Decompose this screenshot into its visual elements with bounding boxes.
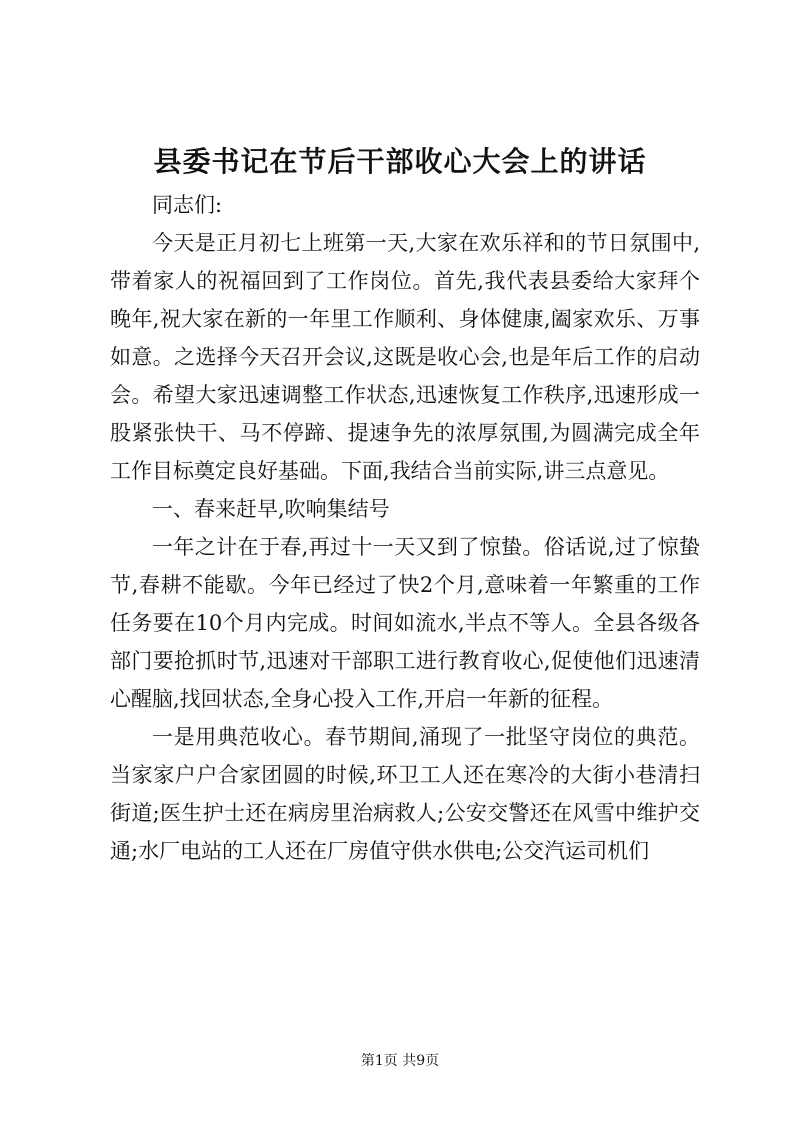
document-title: 县委书记在节后干部收心大会上的讲话: [153, 145, 647, 178]
document-body: [110, 186, 700, 870]
section-heading-1: 一、春来赶早,吹响集结号: [152, 497, 390, 521]
page-number-footer: 第1页 共9页: [360, 1053, 440, 1069]
salutation-paragraph: 同志们:: [152, 193, 223, 217]
opening-paragraph: 今天是正月初七上班第一天,大家在欢乐祥和的节日氛围中,带着家人的祝福回到了工作岗位。首先,我代表县委给大家拜个晚年,祝大家在新的一年里工作顺利、身体健康,阖家欢乐、万事如意。之选择今天召开会议,这既是收心会,也是年后工作的启动会。希望大家迅速调整工作状态,迅速恢复工作秩序,迅速形成一股紧张快干、马不停蹄、提速争先的浓厚氛围,为圆满完成全年工作目标奠定良好基础。下面,我结合当前实际,讲三点意见。: [110, 231, 700, 483]
point-1-paragraph: 一是用典范收心。春节期间,涌现了一批坚守岗位的典范。当家家户户合家团圆的时候,环卫工人还在寒冷的大街小巷清扫街道;医生护士还在病房里治病救人;公安交警还在风雪中维护交通;水厂电站的工人还在厂房值守供水供电;公交汽运司机们: [110, 725, 700, 863]
section-1-paragraph: 一年之计在于春,再过十一天又到了惊蛰。俗话说,过了惊蛰节,春耕不能歇。今年已经过了快2个月,意味着一年繁重的工作任务要在10个月内完成。时间如流水,半点不等人。全县各级各部门要抢抓时节,迅速对干部职工进行教育收心,促使他们迅速清心醒脑,找回状态,全身心投入工作,开启一年新的征程。: [110, 535, 700, 711]
